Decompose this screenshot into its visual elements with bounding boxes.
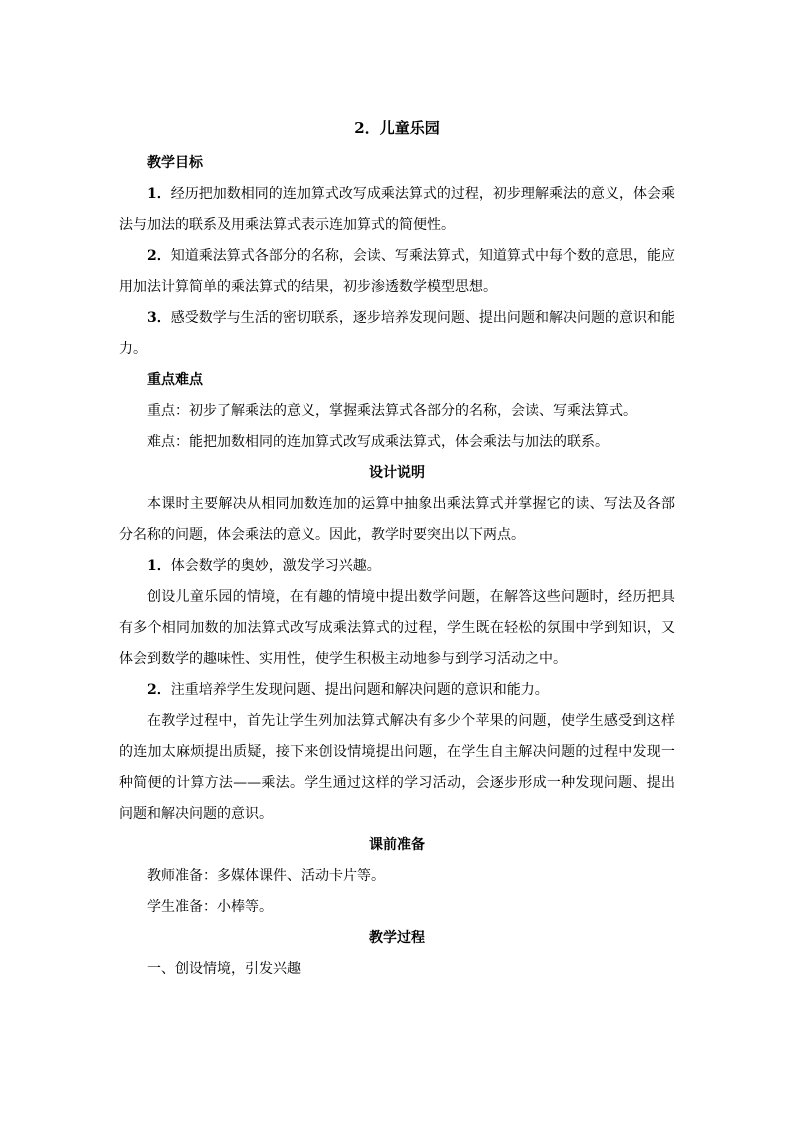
design-point-2-body: 在教学过程中，首先让学生列加法算式解决有多少个苹果的问题，使学生感受到这样的连加太麻烦提出质疑，接下来创设情境提出问题，在学生自主解决问题的过程中发现一种简便的计算方法——乘法。学生通过这样的学习活动，会逐步形成一种发现问题、提出问题和解决问题的意识。 (119, 713, 675, 822)
process-step-1: 一、创设情境，引发兴趣 (147, 961, 301, 977)
key-points-heading: 重点难点 (147, 372, 203, 388)
goal-item-2 (119, 241, 675, 303)
key-point: 重点：初步了解乘法的意义，掌握乘法算式各部分的名称，会读、写乘法算式。 (147, 403, 637, 419)
design-point-number: 2． (147, 682, 171, 698)
design-point-text: 体会数学的奥妙，激发学习兴趣。 (170, 558, 381, 574)
design-point-1 (119, 551, 675, 582)
difficult-point: 难点：能把加数相同的连加算式改写成乘法算式，体会乘法与加法的联系。 (147, 434, 609, 450)
design-heading: 设计说明 (369, 465, 425, 481)
design-intro: 本课时主要解决从相同加数连加的运算中抽象出乘法算式并掌握它的读、写法及各部分名称的问题，体会乘法的意义。因此，教学时要突出以下两点。 (119, 496, 675, 543)
document-page (119, 108, 675, 985)
design-point-text: 注重培养学生发现问题、提出问题和解决问题的意识和能力。 (170, 682, 549, 698)
process-heading: 教学过程 (369, 930, 425, 946)
goal-number: 1． (147, 186, 171, 202)
prep-heading: 课前准备 (369, 837, 425, 853)
page-title: 2．儿童乐园 (354, 119, 440, 137)
goal-text: 经历把加数相同的连加算式改写成乘法算式的过程，初步理解乘法的意义，体会乘法与加法的联系及用乘法算式表示连加算式的简便性。 (119, 186, 675, 233)
student-prep: 学生准备：小棒等。 (147, 899, 273, 915)
goals-heading: 教学目标 (147, 155, 203, 171)
design-point-2 (119, 675, 675, 706)
goal-item-1 (119, 179, 675, 241)
goal-number: 3． (147, 310, 171, 326)
goal-number: 2． (147, 248, 171, 264)
goal-text: 知道乘法算式各部分的名称，会读、写乘法算式，知道算式中每个数的意思，能应用加法计算简单的乘法算式的结果，初步渗透数学模型思想。 (119, 248, 675, 295)
design-point-number: 1． (147, 558, 171, 574)
teacher-prep: 教师准备：多媒体课件、活动卡片等。 (147, 868, 385, 884)
goal-text: 感受数学与生活的密切联系，逐步培养发现问题、提出问题和解决问题的意识和能力。 (119, 310, 675, 357)
goal-item-3 (119, 303, 675, 365)
design-point-1-body: 创设儿童乐园的情境，在有趣的情境中提出数学问题，在解答这些问题时，经历把具有多个相同加数的加法算式改写成乘法算式的过程，学生既在轻松的氛围中学到知识，又体会到数学的趣味性、实用性，使学生积极主动地参与到学习活动之中。 (119, 589, 675, 667)
